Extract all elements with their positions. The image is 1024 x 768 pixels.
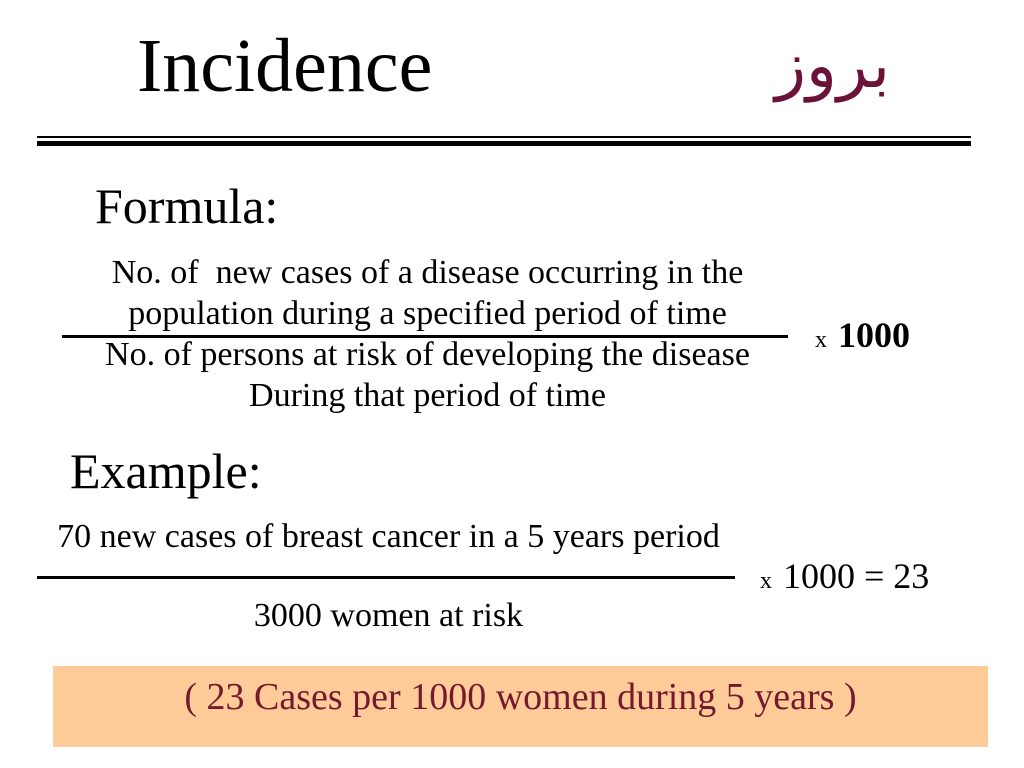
example-multiply-sign: x bbox=[760, 568, 772, 594]
example-numerator-line: 70 new cases of breast cancer in a 5 years period bbox=[57, 518, 720, 555]
formula-numerator-line: population during a specified period of time bbox=[128, 295, 727, 332]
formula-multiplier bbox=[815, 315, 910, 360]
formula-multiply-sign: x bbox=[815, 327, 827, 353]
slide-title: Incidence bbox=[137, 24, 433, 108]
example-result bbox=[760, 556, 929, 601]
formula-denominator bbox=[60, 334, 795, 416]
formula-heading: Formula: bbox=[95, 178, 279, 234]
slide-title-arabic: بروز bbox=[775, 29, 890, 103]
conclusion-text: ( 23 Cases per 1000 women during 5 years ) bbox=[184, 676, 857, 718]
formula-numerator-line: No. of new cases of a disease occurring in the bbox=[111, 254, 744, 291]
formula-multiplier-value: 1000 bbox=[838, 315, 910, 355]
formula-numerator bbox=[60, 252, 795, 334]
example-result-value: 1000 = 23 bbox=[783, 556, 930, 596]
example-fraction-bar bbox=[37, 576, 735, 579]
example-numerator bbox=[40, 516, 737, 557]
example-heading: Example: bbox=[70, 443, 262, 499]
conclusion-box bbox=[53, 666, 988, 747]
title-divider-thin-line bbox=[37, 136, 971, 138]
formula-denominator-line: During that period of time bbox=[249, 377, 606, 414]
example-denominator bbox=[40, 595, 737, 636]
example-denominator-line: 3000 women at risk bbox=[253, 597, 524, 634]
title-divider-thick-line bbox=[37, 141, 971, 146]
formula-denominator-line: No. of persons at risk of developing the disease bbox=[105, 336, 750, 373]
